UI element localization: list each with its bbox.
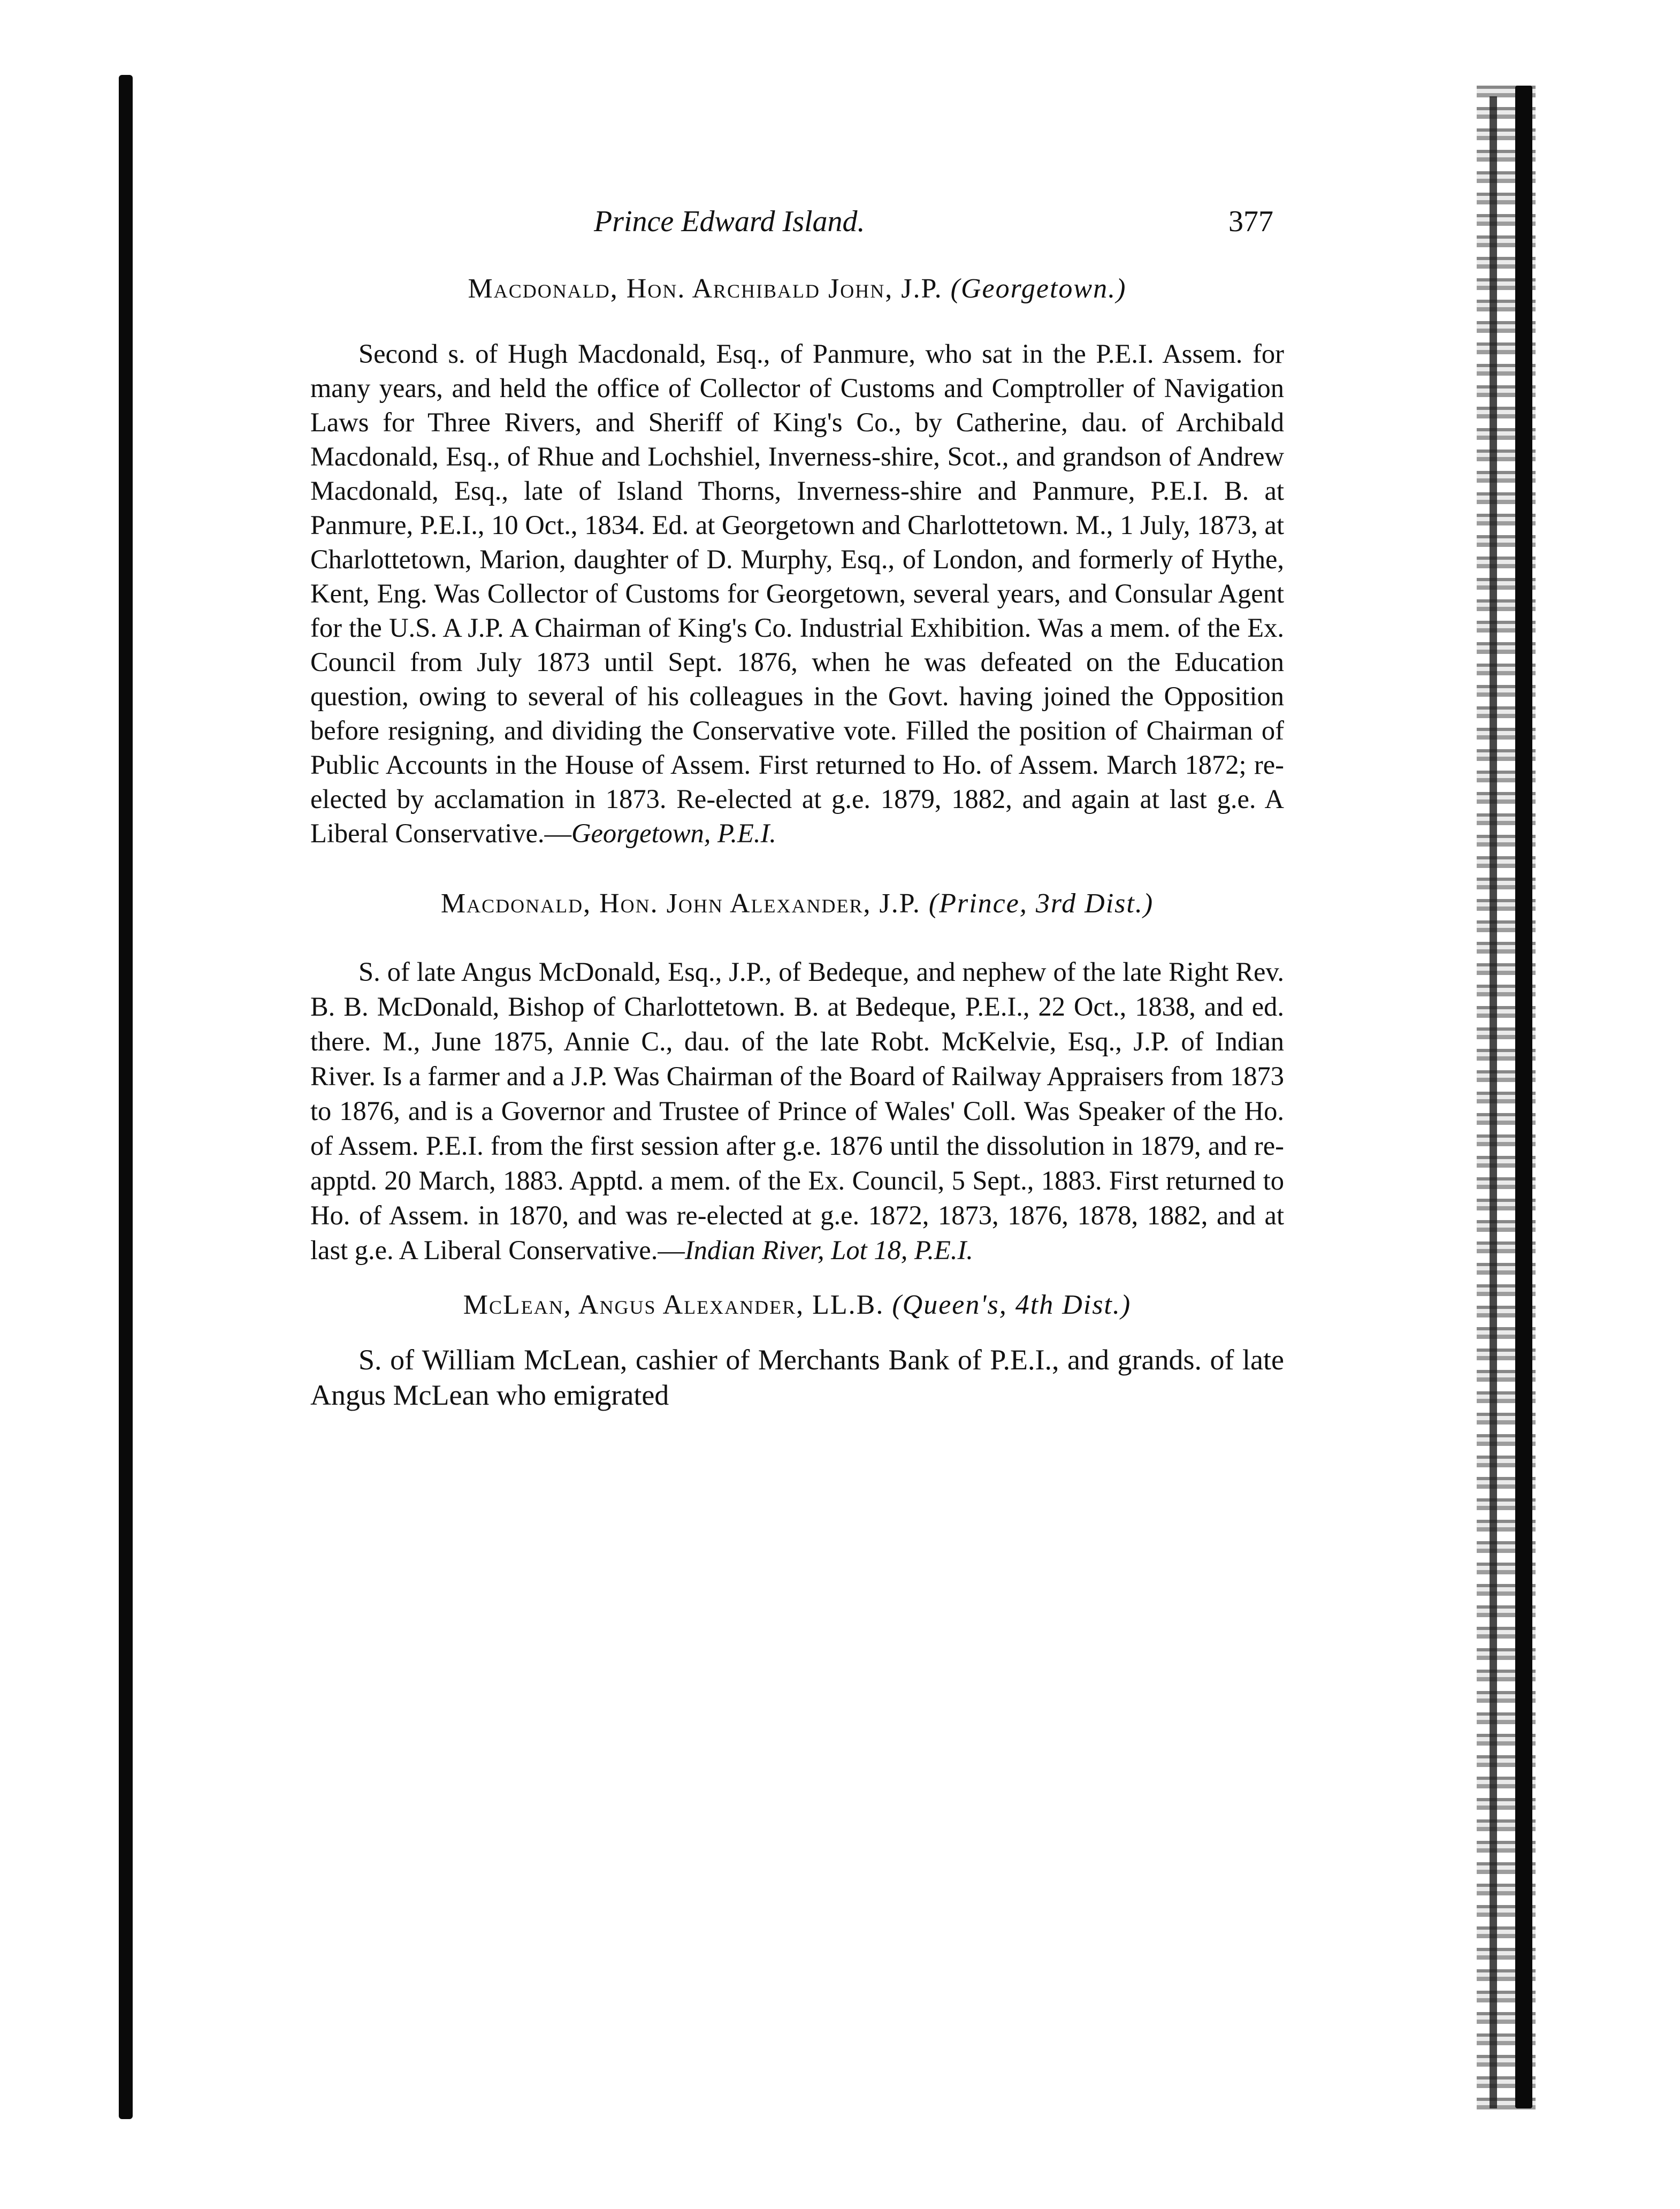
entry-constituency: (Georgetown.) xyxy=(950,273,1127,304)
entry-name: Macdonald, Hon. John Alexander, J.P. xyxy=(440,888,921,919)
entry-residence: Indian River, Lot 18, P.E.I. xyxy=(684,1235,973,1265)
page-number: 377 xyxy=(1228,205,1273,238)
entry-biography-text: S. of late Angus McDonald, Esq., J.P., of Bedeque, and nephew of the late Right Rev. B. B. McDonald, Bishop of Charlottetown. B. at Bedeque, P.E.I., 22 Oct., 1838, and ed. there. M., June 1875, Annie C., dau. of the late Robt. McKelvie, Esq., J.P. of Indian River. Is a farmer and a J.P. Was Chairman of the Board of Railway Appraisers from 1873 to 1876, and is a Governor and Trustee of Prince of Wales' Coll. Was Speaker of the Ho. of Assem. P.E.I. from the first session after g.e. 1876 until the dissolution in 1879, and re-apptd. 20 March, 1883. Apptd. a mem. of the Ex. Council, 5 Sept., 1883. First returned to Ho. of Assem. in 1870, and was re-elected at g.e. 1872, 1873, 1876, 1878, 1882, and at last g.e. A Liberal Conservative.— xyxy=(310,957,1284,1265)
running-title: Prince Edward Island. xyxy=(594,205,865,238)
entry-biography xyxy=(310,1342,1284,1413)
entry-heading xyxy=(310,888,1284,919)
entry-biography-text: S. of William McLean, cashier of Merchants Bank of P.E.I., and grands. of late Angus McLean who emigrated xyxy=(310,1344,1284,1411)
entry-residence: Georgetown, P.E.I. xyxy=(571,818,776,848)
entry-name: McLean, Angus Alexander, LL.B. xyxy=(463,1290,884,1320)
page-content xyxy=(310,268,1284,1413)
binding-edge-left xyxy=(119,75,133,2119)
entry-heading xyxy=(310,273,1284,304)
binding-edge-right-inner xyxy=(1490,96,1497,2108)
running-header xyxy=(594,204,1273,242)
entry-name: Macdonald, Hon. Archibald John, J.P. xyxy=(468,273,943,304)
entry-constituency: (Queen's, 4th Dist.) xyxy=(892,1290,1132,1320)
entry-constituency: (Prince, 3rd Dist.) xyxy=(928,888,1154,919)
entry-biography xyxy=(310,955,1284,1268)
entry-biography-text: Second s. of Hugh Macdonald, Esq., of Panmure, who sat in the P.E.I. Assem. for many years, and held the office of Collector of Customs and Comptroller of Navigation Laws for Three Rivers, and Sheriff of King's Co., by Catherine, dau. of Archibald Macdonald, Esq., of Rhue and Lochshiel, Inverness-shire, Scot., and grandson of Andrew Macdonald, Esq., late of Island Thorns, Inverness-shire and Panmure, P.E.I. B. at Panmure, P.E.I., 10 Oct., 1834. Ed. at Georgetown and Charlottetown. M., 1 July, 1873, at Charlottetown, Marion, daughter of D. Murphy, Esq., of London, and formerly of Hythe, Kent, Eng. Was Collector of Customs for Georgetown, several years, and Consular Agent for the U.S. A J.P. A Chairman of King's Co. Industrial Exhibition. Was a mem. of the Ex. Council from July 1873 until Sept. 1876, when he was defeated on the Education question, owing to several of his colleagues in the Govt. having joined the Opposition before resigning, and dividing the Conservative vote. Filled the position of Chairman of Public Accounts in the House of Assem. First returned to Ho. of Assem. March 1872; re-elected by acclamation in 1873. Re-elected at g.e. 1879, 1882, and again at last g.e. A Liberal Conservative.— xyxy=(310,339,1284,848)
binding-edge-right xyxy=(1515,86,1532,2108)
entry-biography xyxy=(310,337,1284,850)
entry-heading xyxy=(310,1289,1284,1321)
